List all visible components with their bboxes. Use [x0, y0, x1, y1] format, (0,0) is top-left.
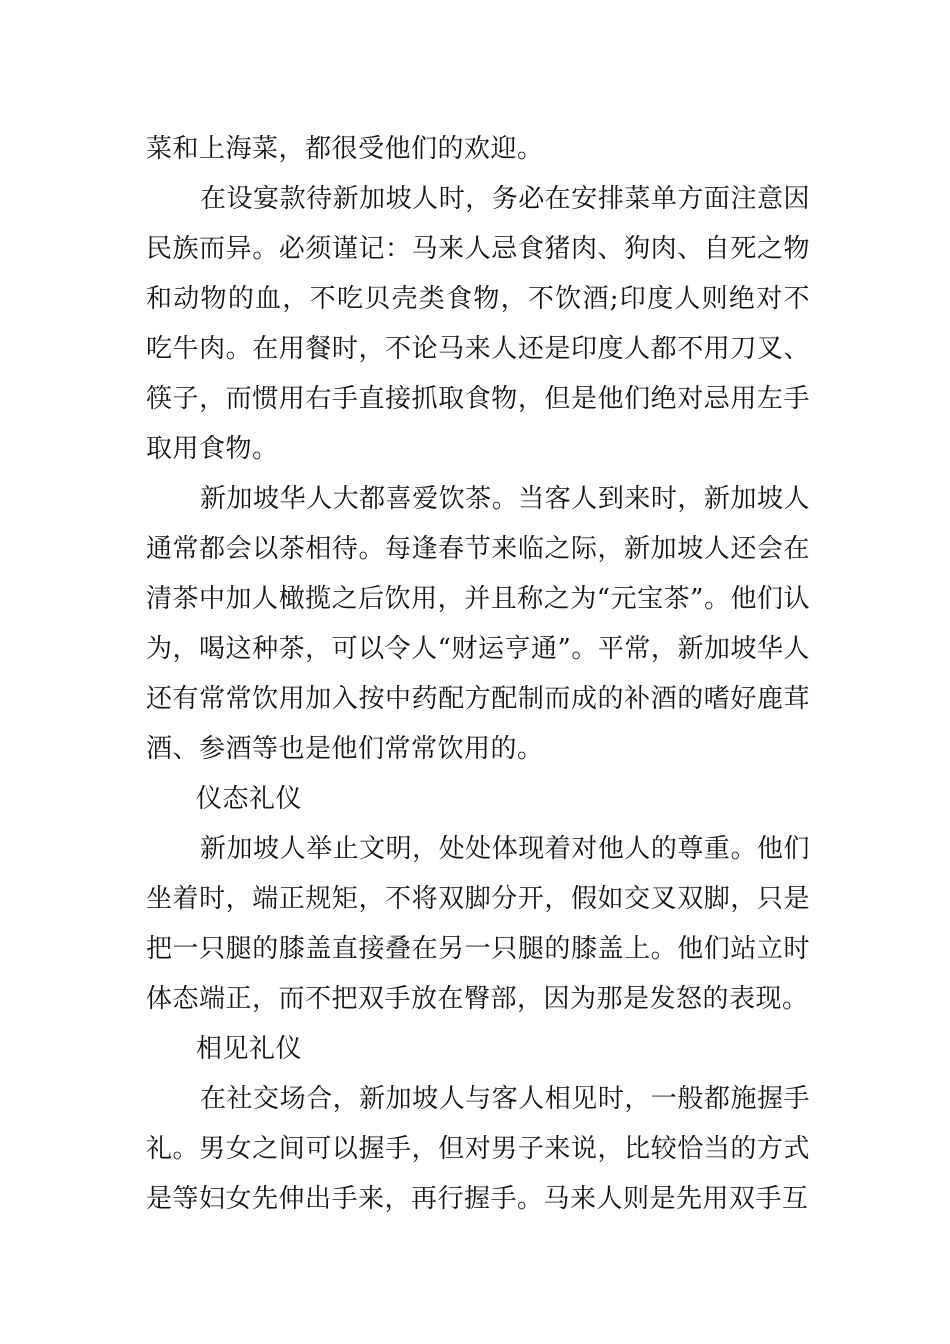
- paragraph-continuation: 菜和上海菜，都很受他们的欢迎。: [146, 134, 544, 164]
- paragraph-banquet: 在设宴款待新加坡人时，务必在安排菜单方面注意因民族而异。必须谨记：马来人忌食猪肉、狗肉、自死之物和动物的血，不吃贝壳类食物，不饮酒;印度人则绝对不吃牛肉。在用餐时，不论马来人还是印度人都不用刀叉、筷子，而惯用右手直接抓取食物，但是他们绝对忌用左手取用食物。: [146, 184, 810, 464]
- section-heading-greeting: 相见礼仪: [196, 1034, 303, 1064]
- document-page: [146, 124, 810, 1224]
- paragraph-posture: 新加坡人举止文明，处处体现着对他人的尊重。他们坐着时，端正规矩，不将双脚分开，假如交叉双脚，只是把一只腿的膝盖直接叠在另一只腿的膝盖上。他们站立时体态端正，而不把双手放在臀部，因为那是发怒的表现。: [146, 834, 810, 1014]
- section-heading-posture: 仪态礼仪: [196, 784, 303, 814]
- paragraph-greeting: 在社交场合，新加坡人与客人相见时，一般都施握手礼。男女之间可以握手，但对男子来说，比较恰当的方式是等妇女先伸出手来，再行握手。马来人则是先用双手互: [146, 1084, 810, 1214]
- paragraph-tea: 新加坡华人大都喜爱饮茶。当客人到来时，新加坡人通常都会以茶相待。每逢春节来临之际，新加坡人还会在清茶中加人橄揽之后饮用，并且称之为“元宝茶”。他们认为，喝这种茶，可以令人“财运亨通”。平常，新加坡华人还有常常饮用加入按中药配方配制而成的补酒的嗜好鹿茸酒、参酒等也是他们常常饮用的。: [146, 484, 810, 764]
